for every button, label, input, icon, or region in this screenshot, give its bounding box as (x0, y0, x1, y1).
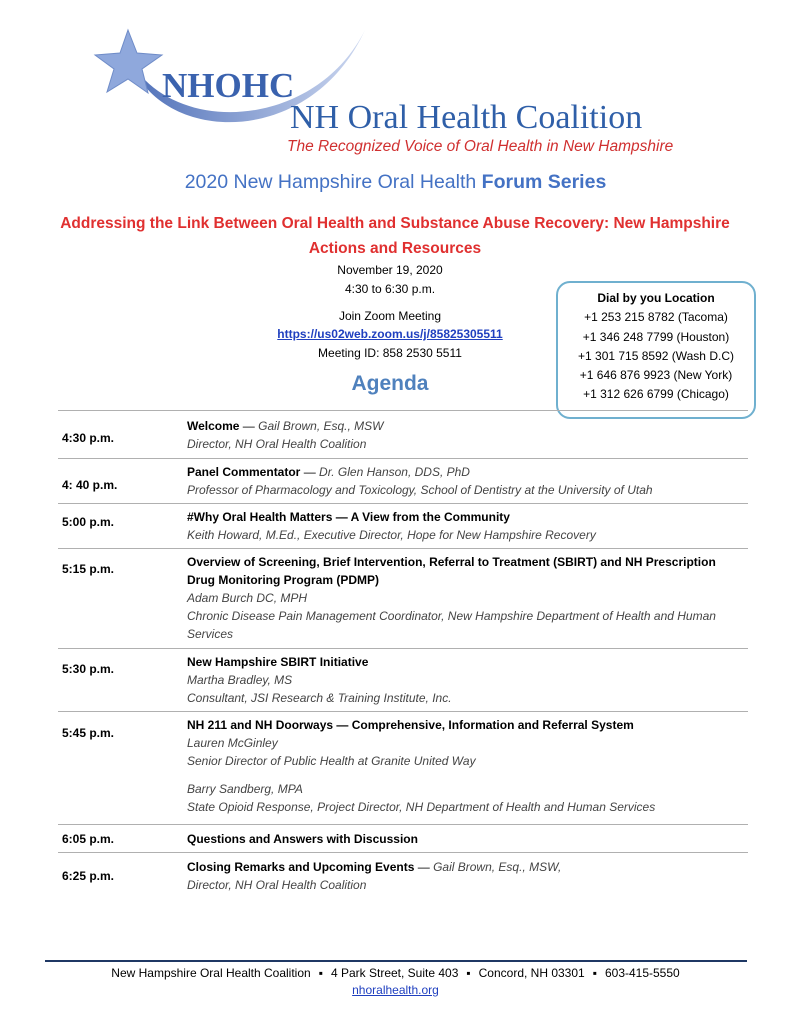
row-divider (58, 548, 748, 549)
series-title-b: Forum Series (481, 171, 607, 193)
agenda-item-sep: — (300, 465, 320, 479)
zoom-label: Join Zoom Meeting (338, 309, 442, 323)
footer: New Hampshire Oral Health Coalition ▪ 4 Park Street, Suite 403 ▪ Concord, NH 03301 ▪ 603-415-5550 (111, 966, 680, 980)
footer-divider (45, 960, 747, 962)
agenda-time: 5:15 p.m. (62, 562, 115, 576)
agenda-item (187, 830, 747, 848)
dial-number: +1 346 248 7799 (Houston) (582, 329, 730, 344)
agenda-item-role: Professor of Pharmacology and Toxicology, School of Dentistry at the University of Utah (187, 483, 653, 497)
agenda-item-role: Consultant, JSI Research & Training Institute, Inc. (187, 691, 452, 705)
agenda-item-role: Chronic Disease Pain Management Coordinator, New Hampshire Department of Health and Human Services (187, 609, 716, 641)
agenda-time: 5:00 p.m. (62, 515, 115, 529)
row-divider (58, 410, 748, 411)
agenda-item-title: NH 211 and NH Doorways — Comprehensive, Information and Referral System (187, 718, 634, 732)
agenda-item (187, 716, 747, 770)
agenda-item-title: Overview of Screening, Brief Intervention, Referral to Treatment (SBIRT) and NH Prescription Drug Monitoring Program (PDMP) (187, 555, 716, 587)
footer-address: 4 Park Street, Suite 403 (330, 966, 459, 980)
footer-city: Concord, NH 03301 (478, 966, 585, 980)
agenda-item-speaker: Gail Brown, Esq., MSW, (433, 860, 562, 874)
agenda-item-role: Senior Director of Public Health at Granite United Way (187, 754, 476, 768)
agenda-item-role: Martha Bradley, MS (187, 673, 293, 687)
dial-number: +1 312 626 6799 (Chicago) (583, 387, 729, 402)
agenda-title: Agenda (351, 372, 429, 395)
series-title (0, 171, 791, 194)
agenda-item-role: Lauren McGinley (187, 736, 278, 750)
agenda-time: 4: 40 p.m. (62, 478, 118, 492)
logo-acronym: NHOHC (162, 66, 295, 105)
agenda-item-role: Adam Burch DC, MPH (187, 591, 308, 605)
agenda-item-role: Director, NH Oral Health Coalition (187, 878, 367, 892)
agenda-time: 6:05 p.m. (62, 832, 115, 846)
agenda-item (187, 553, 747, 643)
footer-org: New Hampshire Oral Health Coalition (111, 966, 311, 980)
agenda-item (187, 858, 747, 894)
dial-in-box (556, 281, 756, 419)
event-date: November 19, 2020 (337, 263, 443, 277)
agenda-time: 6:25 p.m. (62, 869, 115, 883)
agenda-item (187, 653, 747, 707)
agenda-item (187, 417, 747, 453)
agenda-item-role: Director, NH Oral Health Coalition (187, 437, 367, 451)
agenda-item (187, 463, 747, 499)
row-divider (58, 824, 748, 825)
agenda-item-title: Panel Commentator (187, 465, 301, 479)
agenda-item-extra (187, 780, 747, 816)
website-link[interactable]: nhoralhealth.org (352, 983, 439, 997)
footer-phone: 603-415-5550 (604, 966, 680, 980)
agenda-item-speaker: Gail Brown, Esq., MSW (258, 419, 384, 433)
agenda-item-sep: — (414, 860, 434, 874)
event-title: Addressing the Link Between Oral Health and Substance Abuse Recovery: New Hampshire Actions and Resources (60, 215, 730, 257)
agenda-item-title: New Hampshire SBIRT Initiative (187, 655, 369, 669)
dial-number: +1 253 215 8782 (Tacoma) (584, 310, 728, 325)
zoom-link[interactable]: https://us02web.zoom.us/j/85825305511 (277, 327, 503, 341)
nhohc-logo (90, 25, 710, 160)
dial-number: +1 646 876 9923 (New York) (579, 368, 733, 383)
dial-heading: Dial by you Location (597, 291, 715, 305)
event-time: 4:30 to 6:30 p.m. (344, 282, 436, 296)
row-divider (58, 648, 748, 649)
agenda-item-sep: — (239, 419, 259, 433)
agenda-item-title: Questions and Answers with Discussion (187, 832, 418, 846)
series-title-a: 2020 New Hampshire Oral Health (184, 171, 482, 193)
agenda-item-speaker: Dr. Glen Hanson, DDS, PhD (319, 465, 470, 479)
agenda-item (187, 508, 747, 544)
logo-name: NH Oral Health Coalition (290, 99, 643, 136)
row-divider (58, 503, 748, 504)
row-divider (58, 852, 748, 853)
agenda-time: 5:45 p.m. (62, 726, 115, 740)
agenda-time: 4:30 p.m. (62, 431, 115, 445)
agenda-item-role: State Opioid Response, Project Director, NH Department of Health and Human Services (187, 800, 656, 814)
agenda-item-title: Welcome (187, 419, 240, 433)
meeting-id: Meeting ID: 858 2530 5511 (318, 346, 462, 360)
agenda-item-role: Barry Sandberg, MPA (187, 782, 303, 796)
row-divider (58, 711, 748, 712)
logo-tagline: The Recognized Voice of Oral Health in New Hampshire (287, 138, 674, 155)
row-divider (58, 458, 748, 459)
agenda-time: 5:30 p.m. (62, 662, 115, 676)
agenda-item-title: #Why Oral Health Matters — A View from the Community (187, 510, 510, 524)
star-icon (95, 30, 162, 93)
agenda-item-role: Keith Howard, M.Ed., Executive Director, Hope for New Hampshire Recovery (187, 528, 596, 542)
dial-number: +1 301 715 8592 (Wash D.C) (578, 348, 734, 363)
agenda-item-title: Closing Remarks and Upcoming Events (187, 860, 415, 874)
